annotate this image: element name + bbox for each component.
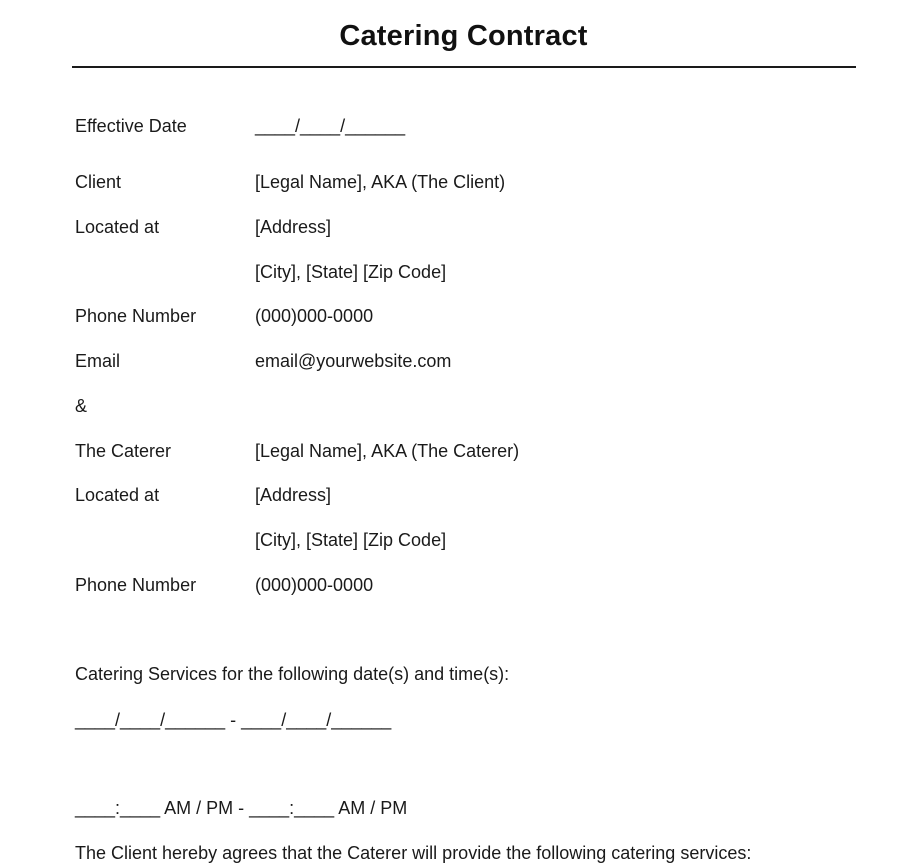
- field-row-caterer-city: [0, 528, 912, 552]
- field-row-caterer: [0, 439, 912, 463]
- field-value-caterer: [Legal Name], AKA (The Caterer): [255, 441, 520, 461]
- field-label-client-phone: Phone Number: [75, 306, 197, 326]
- field-label-caterer-located-at: Located at: [75, 485, 160, 505]
- service-time-range-row: [0, 796, 912, 820]
- service-date-range-row: [0, 708, 912, 732]
- field-row-ampersand: [0, 394, 912, 418]
- title-divider: [72, 66, 856, 68]
- field-value-caterer-address: [Address]: [255, 485, 332, 505]
- field-label-client-located-at: Located at: [75, 217, 160, 237]
- service-date-range: ____/____/______ - ____/____/______: [75, 710, 392, 730]
- field-value-caterer-city: [City], [State] [Zip Code]: [255, 530, 447, 550]
- field-row-caterer-address: [0, 483, 912, 507]
- field-row-client-city: [0, 260, 912, 284]
- field-value-client-city: [City], [State] [Zip Code]: [255, 262, 447, 282]
- field-row-client-address: [0, 215, 912, 239]
- field-label-caterer: The Caterer: [75, 441, 172, 461]
- field-value-client-phone: (000)000-0000: [255, 306, 374, 326]
- field-value-client-email: email@yourwebsite.com: [255, 351, 452, 371]
- services-intro-row: [0, 662, 912, 686]
- field-label-effective-date: Effective Date: [75, 116, 187, 136]
- field-row-caterer-phone: [0, 573, 912, 597]
- services-agreement-row: [0, 841, 912, 865]
- field-value-client: [Legal Name], AKA (The Client): [255, 172, 506, 192]
- field-label-caterer-phone: Phone Number: [75, 575, 197, 595]
- field-row-client-email: [0, 349, 912, 373]
- field-label-client: Client: [75, 172, 122, 192]
- services-intro: Catering Services for the following date(s) and time(s):: [75, 664, 510, 684]
- document-title: Catering Contract: [339, 20, 588, 52]
- services-agreement: The Client hereby agrees that the Caterer will provide the following catering services:: [75, 843, 752, 863]
- parties-ampersand: &: [75, 396, 88, 416]
- field-row-client-phone: [0, 304, 912, 328]
- field-row-client: [0, 170, 912, 194]
- field-value-client-address: [Address]: [255, 217, 332, 237]
- field-row-effective-date: [0, 114, 912, 138]
- field-value-effective-date: ____/____/______: [255, 116, 406, 136]
- field-label-client-email: Email: [75, 351, 121, 371]
- field-value-caterer-phone: (000)000-0000: [255, 575, 374, 595]
- service-time-range: ____:____ AM / PM - ____:____ AM / PM: [75, 798, 408, 818]
